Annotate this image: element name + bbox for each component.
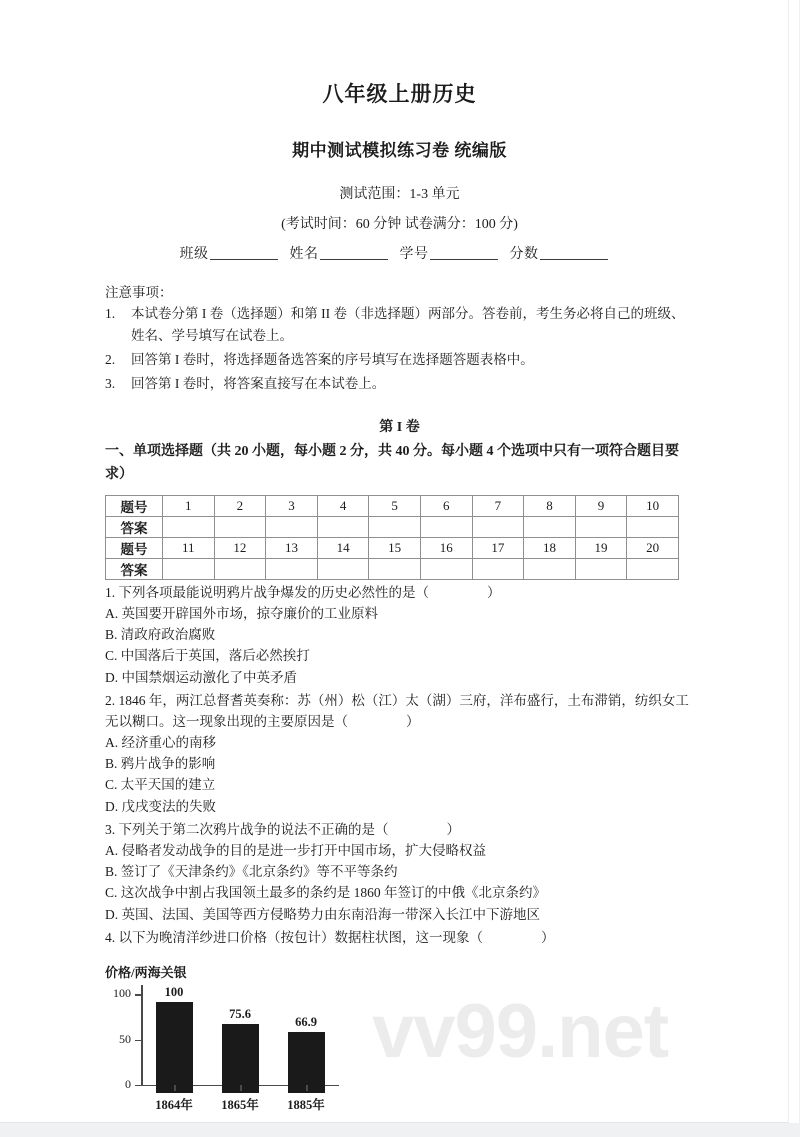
answer-cell[interactable]	[575, 558, 627, 579]
exam-info-line: (考试时间：60 分钟 试卷满分：100 分)	[281, 217, 518, 232]
chart-y-tick	[119, 1031, 142, 1046]
field-label-class: 班级	[179, 247, 209, 262]
field-label-name: 姓名	[289, 247, 319, 262]
section-heading: 一、单项选择题（共 20 小题，每小题 2 分，共 40 分。每小题 4 个选项中只有一项符合题目要求）	[105, 444, 679, 483]
answer-cell[interactable]	[214, 558, 266, 579]
answer-cell[interactable]	[214, 516, 266, 537]
chart-y-axis	[141, 985, 143, 1085]
table-row	[106, 558, 679, 579]
question-number-cell: 9	[575, 495, 627, 516]
answer-cell[interactable]	[420, 516, 472, 537]
question-option[interactable]: B. 清政府政治腐败	[105, 627, 216, 643]
chart-y-tick-label: 50	[119, 1031, 131, 1046]
notice-item-text: 回答第 I 卷时，将选择题备选答案的序号填写在选择题答题表格中。	[131, 351, 534, 367]
question-item	[105, 582, 694, 688]
question-option[interactable]: A. 经济重心的南移	[105, 735, 216, 751]
chart-x-tick-label: 1865年	[221, 1097, 259, 1112]
question-stem	[105, 819, 694, 840]
student-info-line	[105, 233, 694, 263]
field-blank-name[interactable]	[320, 245, 388, 260]
question-stem	[105, 927, 694, 948]
notice-item	[105, 373, 694, 395]
answer-cell[interactable]	[627, 516, 679, 537]
field-blank-id[interactable]	[430, 245, 498, 260]
exam-scope-line: 测试范围：1-3 单元	[339, 187, 460, 202]
question-number-cell: 10	[627, 495, 679, 516]
question-number-cell: 2	[214, 495, 266, 516]
chart-x-tick-label: 1885年	[287, 1097, 325, 1112]
answer-cell[interactable]	[317, 516, 369, 537]
document-subtitle: 期中测试模拟练习卷 统编版	[292, 141, 507, 160]
answer-sheet-table	[105, 495, 679, 580]
question-number-cell: 6	[420, 495, 472, 516]
question-stem-close: ）	[541, 929, 555, 945]
chart-bar	[288, 1015, 325, 1093]
field-label-id: 学号	[399, 247, 429, 262]
chart-bar	[156, 985, 193, 1093]
question-item	[105, 819, 694, 925]
watermark-text: vv99.net	[372, 989, 669, 1074]
chart-y-axis-label: 价格/两海关银	[105, 964, 187, 980]
bar-chart	[105, 962, 365, 1112]
question-number-cell: 15	[369, 537, 421, 558]
question-option[interactable]: B. 签订了《天津条约》《北京条约》等不平等条约	[105, 864, 398, 880]
notice-item-text: 本试卷分第 I 卷（选择题）和第 II 卷（非选择题）两部分。答卷前，考生务必将自己的班级、姓名、学号填写在试卷上。	[131, 306, 685, 343]
notice-list	[105, 303, 694, 394]
page-bottom-band	[0, 1123, 800, 1137]
answer-cell[interactable]	[575, 516, 627, 537]
answer-cell[interactable]	[266, 558, 318, 579]
question-option[interactable]: D. 英国、法国、美国等西方侵略势力由东南沿海一带深入长江中下游地区	[105, 906, 540, 922]
question-number-cell: 3	[266, 495, 318, 516]
question-option[interactable]: C. 太平天国的建立	[105, 777, 216, 793]
question-option[interactable]: A. 英国要开辟国外市场，掠夺廉价的工业原料	[105, 605, 378, 621]
question-number-cell: 14	[317, 537, 369, 558]
document-title: 八年级上册历史	[322, 82, 477, 106]
question-stem	[105, 690, 694, 732]
chart-x-tick	[240, 1085, 242, 1091]
question-option[interactable]: C. 中国落后于英国，落后必然挨打	[105, 648, 310, 664]
chart-x-tick-label: 1864年	[155, 1097, 193, 1112]
question-number-cell: 13	[266, 537, 318, 558]
chart-y-tick-label: 100	[113, 986, 131, 1001]
question-option[interactable]: A. 侵略者发动战争的目的是进一步打开中国市场，扩大侵略权益	[105, 843, 486, 859]
answer-cell[interactable]	[627, 558, 679, 579]
question-stem-close: ）	[406, 713, 420, 729]
question-option[interactable]: D. 中国禁烟运动激化了中英矛盾	[105, 669, 297, 685]
chart-bar	[222, 1007, 259, 1093]
notice-item	[105, 349, 694, 371]
question-number-cell: 1	[163, 495, 215, 516]
answer-cell[interactable]	[163, 558, 215, 579]
question-option[interactable]: B. 鸦片战争的影响	[105, 756, 216, 772]
answer-cell[interactable]	[420, 558, 472, 579]
notice-item-text: 回答第 I 卷时，将答案直接写在本试卷上。	[131, 375, 386, 391]
question-number-cell: 20	[627, 537, 679, 558]
notice-item-number: 3.	[105, 375, 116, 391]
question-number-cell: 5	[369, 495, 421, 516]
chart-x-tick	[306, 1085, 308, 1091]
chart-y-tick	[125, 1076, 142, 1091]
notice-heading: 注意事项：	[105, 285, 173, 300]
notice-item	[105, 303, 694, 347]
answer-cell[interactable]	[472, 558, 524, 579]
question-stem-close: ）	[487, 584, 501, 600]
chart-x-labels	[141, 1095, 339, 1113]
question-number-cell: 7	[472, 495, 524, 516]
chart-plot-area	[105, 985, 341, 1112]
question-option[interactable]: C. 这次战争中割占我国领土最多的条约是 1860 年签订的中俄《北京条约》	[105, 885, 547, 901]
question-number-cell: 16	[420, 537, 472, 558]
chart-y-tick	[113, 986, 142, 1001]
question-item	[105, 927, 694, 1112]
answer-cell[interactable]	[369, 516, 421, 537]
question-stem-text: 4. 以下为晚清洋纱进口价格（按包计）数据柱状图，这一现象（	[105, 929, 483, 945]
question-number-cell: 4	[317, 495, 369, 516]
answer-cell[interactable]	[266, 516, 318, 537]
table-row	[106, 495, 679, 516]
row-label-question: 题号	[106, 495, 163, 516]
question-stem-text: 3. 下列关于第二次鸦片战争的说法不正确的是（	[105, 821, 389, 837]
chart-bar-value-label: 66.9	[295, 1015, 317, 1030]
answer-cell[interactable]	[369, 558, 421, 579]
field-blank-score[interactable]	[540, 245, 608, 260]
chart-x-tick	[174, 1085, 176, 1091]
field-blank-class[interactable]	[210, 245, 278, 260]
question-stem-text: 1. 下列各项最能说明鸦片战争爆发的历史必然性的是（	[105, 584, 429, 600]
question-number-cell: 17	[472, 537, 524, 558]
notice-item-number: 2.	[105, 351, 116, 367]
question-number-cell: 12	[214, 537, 266, 558]
notice-item-number: 1.	[105, 306, 116, 321]
question-number-cell: 19	[575, 537, 627, 558]
chart-y-tick-label: 0	[125, 1076, 131, 1091]
row-label-answer: 答案	[106, 558, 163, 579]
paper-part-title: 第 I 卷	[379, 420, 420, 436]
question-number-cell: 18	[524, 537, 576, 558]
field-label-score: 分数	[509, 247, 539, 262]
table-row	[106, 537, 679, 558]
row-label-question: 题号	[106, 537, 163, 558]
table-row	[106, 516, 679, 537]
chart-bar-value-label: 75.6	[229, 1007, 251, 1022]
question-stem	[105, 582, 694, 603]
question-number-cell: 8	[524, 495, 576, 516]
answer-cell[interactable]	[524, 558, 576, 579]
row-label-answer: 答案	[106, 516, 163, 537]
question-number-cell: 11	[163, 537, 215, 558]
answer-cell[interactable]	[524, 516, 576, 537]
chart-bar-value-label: 100	[164, 985, 184, 1000]
answer-cell[interactable]	[472, 516, 524, 537]
answer-cell[interactable]	[163, 516, 215, 537]
question-option[interactable]: D. 戊戌变法的失败	[105, 798, 216, 814]
answer-cell[interactable]	[317, 558, 369, 579]
question-item	[105, 690, 694, 817]
question-stem-text: 2. 1846 年，两江总督耆英奏称：苏（州）松（江）太（湖）三府，洋布盛行，土布滞销，纺织女工无以糊口。这一现象出现的主要原因是（	[105, 692, 689, 729]
question-stem-close: ）	[446, 821, 460, 837]
